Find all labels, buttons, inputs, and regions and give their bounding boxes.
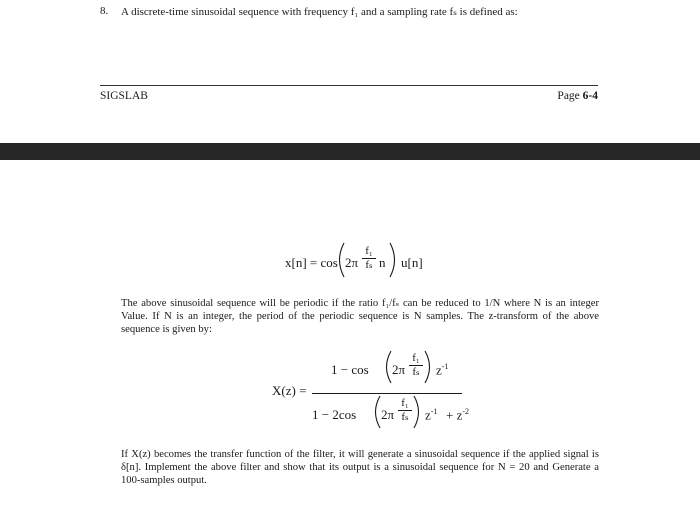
eq2-den-frac-num: f₁ [401, 397, 409, 409]
eq2-num-z-base: z [436, 362, 442, 378]
page-value: 6-4 [582, 90, 598, 102]
page-label: Page [557, 90, 583, 102]
eq2-num-two-pi: 2π [392, 362, 406, 377]
header-title: SIGSLAB [100, 90, 148, 102]
eq2-den-right-paren [412, 395, 424, 429]
eq2-den-z-base: z [425, 407, 431, 423]
header-rule [100, 85, 598, 86]
eq2-den-plus-z-base: + z [446, 407, 463, 423]
eq2-den-plus-z [446, 407, 469, 423]
page-divider [0, 143, 700, 160]
question-text: A discrete-time sinusoidal sequence with frequency f₁ and a sampling rate fₛ is defined as: [121, 6, 518, 18]
eq1-two-pi: 2π [345, 255, 359, 270]
eq2-main-fraction-bar [312, 393, 462, 394]
eq2-num-prefix: 1 − cos [331, 362, 369, 377]
eq1-right-paren [388, 242, 400, 278]
eq2-num-z [436, 362, 448, 378]
eq1-frac-den: fₛ [365, 259, 373, 271]
eq1-tail: u[n] [401, 255, 423, 270]
eq2-den-frac-den: fₛ [401, 411, 409, 423]
eq2-num-fraction [409, 353, 423, 378]
header-page-number [557, 90, 598, 102]
paragraph-filter-task: If X(z) becomes the transfer function of the filter, it will generate a sinusoidal sequence if the applied signal is δ[n]. Implement the above filter and show that its output is a sinusoidal sequence for N = 20 and Generate a 100-samples output. [121, 449, 599, 486]
eq1-frac-num: f₁ [365, 245, 373, 257]
eq2-num-frac-den: fₛ [412, 366, 420, 378]
eq2-den-prefix: 1 − 2cos [312, 407, 357, 422]
paragraph-periodicity: The above sinusoidal sequence will be periodic if the ratio f₁/fₛ can be reduced to 1/N where N is an integer Value. If N is an integer, the period of the periodic sequence is N samples. The z-transform of the above sequence is given by: [121, 298, 599, 335]
eq2-den-fraction [398, 398, 412, 423]
eq2-den-z [425, 407, 437, 423]
eq1-fraction [362, 246, 376, 271]
eq2-num-frac-num: f₁ [412, 352, 420, 364]
question-number: 8. [100, 5, 109, 17]
eq2-num-right-paren [423, 350, 435, 384]
eq2-den-z-exp: -1 [430, 407, 438, 416]
eq2-num-z-exp: -1 [441, 362, 449, 371]
eq2-den-plus-z-exp: -2 [462, 407, 470, 416]
eq2-den-two-pi: 2π [381, 407, 395, 422]
eq2-lhs: X(z) = [272, 383, 307, 398]
eq1-lhs: x[n] = cos [285, 255, 338, 270]
eq1-n: n [379, 255, 386, 270]
